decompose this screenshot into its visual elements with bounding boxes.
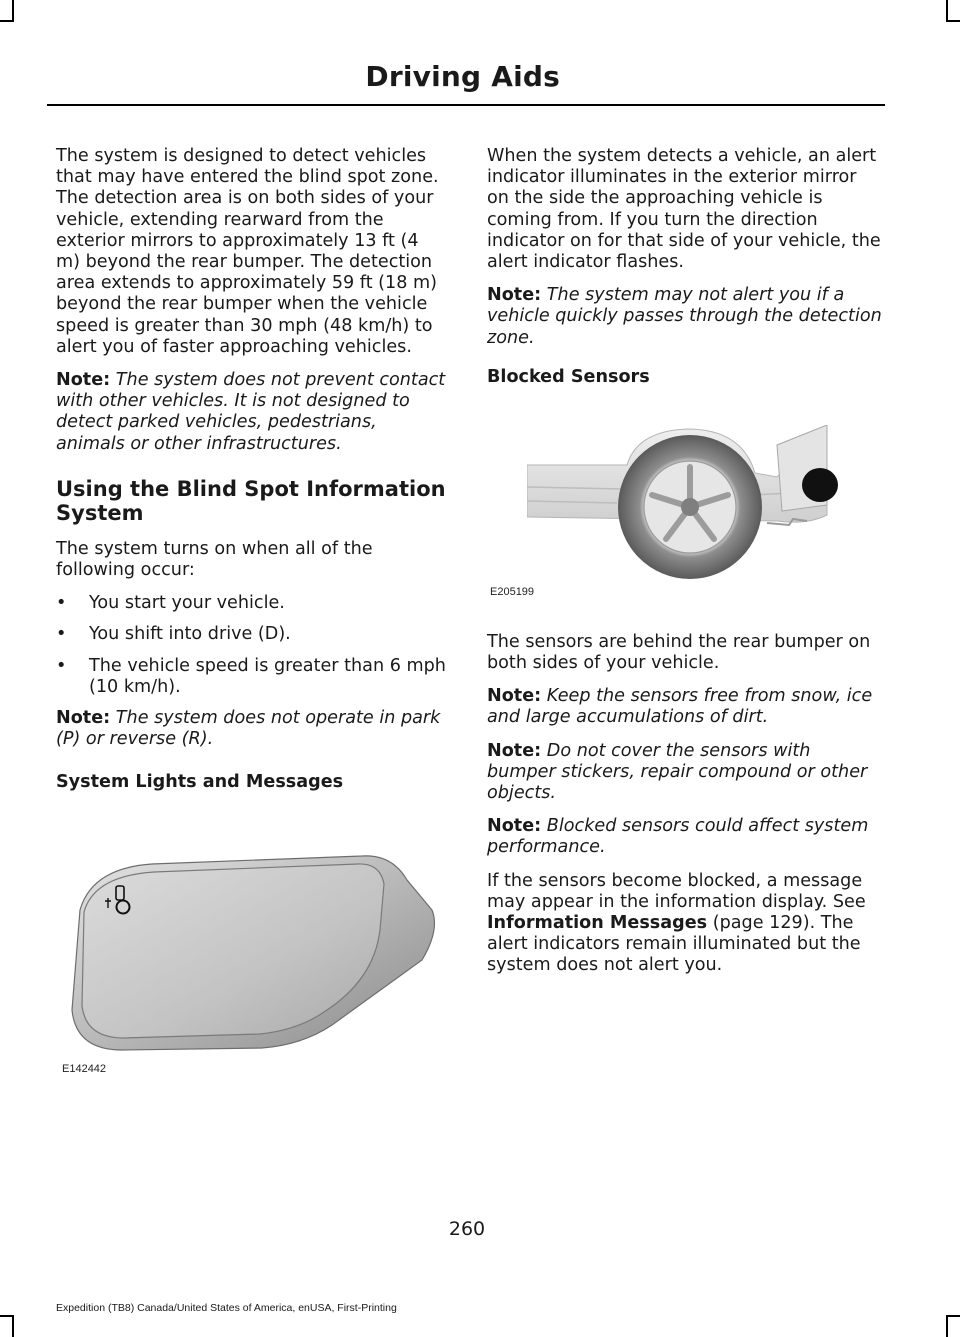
footer-text: Expedition (TB8) Canada/United States of America, enUSA, First-Printing <box>56 1302 397 1314</box>
mirror-illustration <box>62 850 448 1070</box>
subsection-heading-lights: System Lights and Messages <box>56 772 344 793</box>
crop-mark <box>946 0 948 20</box>
note-text: The system does not prevent contact with other vehicles. It is not designed to detect parked vehicles, pedestrians, animals or other infrastructures. <box>56 370 446 454</box>
rear-bumper-figure <box>527 425 847 585</box>
note-paragraph <box>487 686 882 728</box>
note-paragraph <box>487 816 882 858</box>
blocked-text-after: The alert indicators remain illuminated but the system does not alert you. <box>487 913 861 976</box>
turns-on-paragraph: The system turns on when all of the following occur: <box>56 538 373 581</box>
crop-mark <box>12 1317 14 1337</box>
detects-paragraph: When the system detects a vehicle, an alert indicator illuminates in the exterior mirror on the side the approaching vehicle is coming from. If you turn the direction indicator on for that side of your vehicle, the alert indicator flashes. <box>487 146 881 273</box>
page-title: Driving Aids <box>365 60 560 93</box>
note-text: Keep the sensors free from snow, ice and large accumulations of dirt. <box>487 686 873 728</box>
rear-bumper-illustration <box>527 425 847 585</box>
note-text: Blocked sensors could affect system performance. <box>487 816 869 858</box>
bullet: • <box>56 624 67 645</box>
list-item-text: You shift into drive (D). <box>89 624 291 645</box>
page-number: 260 <box>448 1218 486 1240</box>
note-paragraph <box>56 708 448 750</box>
note-text: The system does not operate in park (P) or reverse (R). <box>56 708 441 750</box>
section-heading-using-blis: Using the Blind Spot Information System <box>56 476 446 525</box>
crop-mark <box>946 1315 960 1317</box>
note-label: Note: <box>487 686 542 707</box>
page-reference: (page 129). <box>712 913 816 934</box>
mirror-figure <box>62 850 448 1070</box>
note-text: Do not cover the sensors with bumper stickers, repair compound or other objects. <box>487 740 868 804</box>
crop-mark <box>946 1317 948 1337</box>
list-item <box>56 656 448 698</box>
list-item-text: The vehicle speed is greater than 6 mph (10 km/h). <box>89 655 446 697</box>
crop-mark <box>0 1315 14 1317</box>
list-item <box>56 624 448 645</box>
cross-reference-link[interactable]: Information Messages <box>487 913 708 934</box>
sensors-location-paragraph: The sensors are behind the rear bumper on both sides of your vehicle. <box>487 631 871 674</box>
blocked-sensors-paragraph <box>487 871 882 977</box>
crop-mark <box>946 20 960 22</box>
bullet: • <box>56 593 67 614</box>
note-paragraph <box>56 370 448 455</box>
header-divider <box>47 104 885 106</box>
note-label: Note: <box>487 816 542 837</box>
list-item-text: You start your vehicle. <box>89 593 285 614</box>
conditions-list <box>56 593 448 698</box>
note-label: Note: <box>487 740 542 761</box>
left-column <box>56 146 448 793</box>
note-text: The system may not alert you if a vehicle quickly passes through the detection zone. <box>487 285 882 348</box>
figure-id: E205199 <box>490 586 535 598</box>
note-paragraph <box>487 285 882 349</box>
intro-paragraph: The system is designed to detect vehicles that may have entered the blind spot zone. The detection area is on both sides of your vehicle, extending rearward from the exterior mirrors to approximately 13 ft (4 m) beyond the rear bumper. The detection area extends to approximately 59 ft (18 m) beyond the rear bumper when the vehicle speed is greater than 30 mph (48 km/h) to alert you of faster approaching vehicles. <box>56 146 439 357</box>
subsection-heading-blocked-sensors: Blocked Sensors <box>487 366 650 387</box>
list-item <box>56 593 448 614</box>
blocked-text: If the sensors become blocked, a message may appear in the information display. See <box>487 870 866 912</box>
crop-mark <box>0 20 14 22</box>
crop-mark <box>12 0 14 20</box>
note-label: Note: <box>56 708 111 729</box>
note-label: Note: <box>56 370 111 391</box>
note-label: Note: <box>487 285 542 306</box>
figure-id: E142442 <box>62 1063 107 1075</box>
bullet: • <box>56 655 67 676</box>
note-paragraph <box>487 741 882 805</box>
